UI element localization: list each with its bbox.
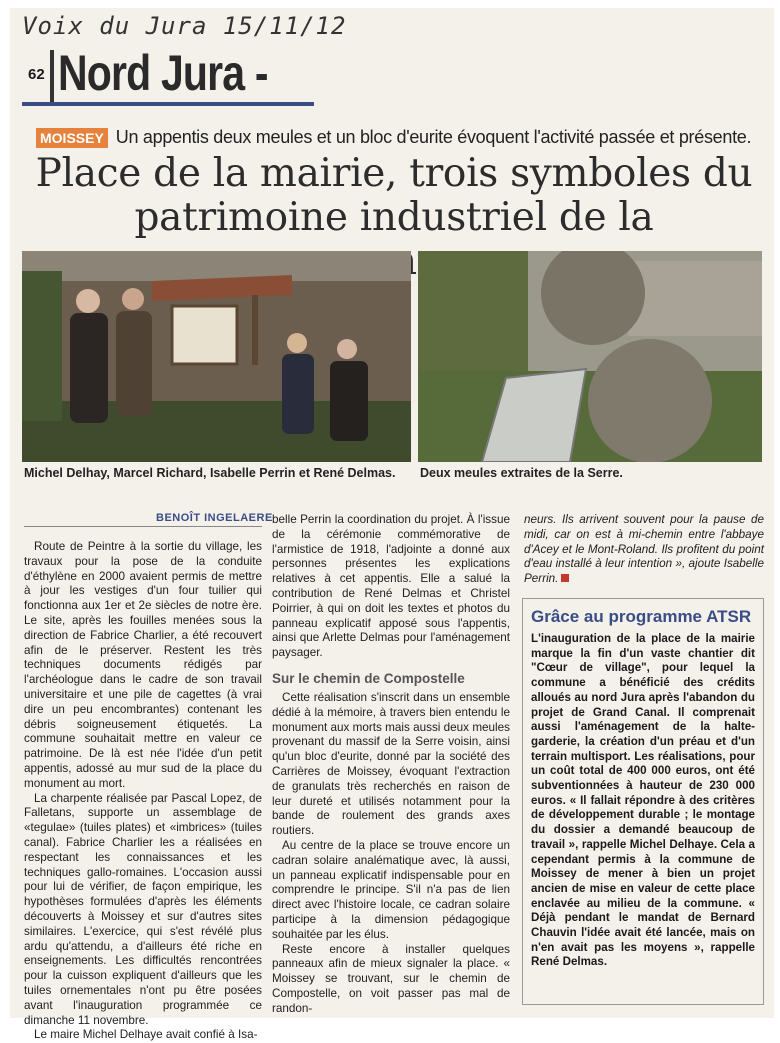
article-column-2 (272, 513, 510, 1017)
photo-caption-1: Michel Delhay, Marcel Richard, Isabelle Perrin et René Delmas. (24, 466, 396, 480)
page-number: 62 (28, 66, 45, 83)
article-column-3 (524, 513, 764, 587)
paragraph: Route de Peintre à la sortie du village, les travaux pour la pose de la conduite d'éthylène en 2000 avaient permis de mettre à jour les vestiges d'un four tuilier qui fonctionna aux 1er et 2e siècles de notre ère. Le site, après les fouilles menées sous la direction de Fabrice Charlier, a été recouvert afin de le préserver. Restent les très techniques documents rédigés par l'archéologue dans le cadre de son travail universitaire et une pile de cagettes (à vrai dire un peu encombrantes) contenant les débris soigneusement étiquetés. La commune souhaitait mettre en valeur ce patrimoine. De là est née l'idée d'un petit appentis, adossé au mur sud de la place du monument au mort. (24, 540, 262, 790)
location-kicker: MOISSEY (36, 128, 108, 148)
byline: BENOÎT INGELAERE (156, 512, 273, 524)
headline: Place de la mairie, trois symboles du patrimoine industriel de la (35, 151, 753, 240)
page-divider (50, 50, 54, 102)
intertitle: Sur le chemin de Compostelle (272, 670, 465, 686)
sidebar-text: L'inauguration de la place de la mairie marque la fin d'un vaste chantier dit "Cœur de village", pour lequel la commune a bénéficié des crédits alloués au nord Jura après l'abandon du projet de Grand Canal. Il comprenait aussi l'aménagement de la halte-garderie, la création d'un préau et d'un terrain multisport. Les réalisations, pour un coût total de 400 000 euros, ont été subventionnées à hauteur de 230 000 euros. « Il fallait répondre à des critères de développement durable ; le montage du dossier a demandé beaucoup de travail », rappelle Michel Delhaye. Cela a cependant permis à la commune de Moissey de mener à bien un projet ancien de mise en valeur de cette place enclavée au milieu de la commune. « Déjà pendant le mandat de Bernard Chauvin l'idée avait été lancée, mais on n'en avait pas les moyens », rappelle René Delmas. (531, 632, 755, 969)
paragraph: Au centre de la place se trouve encore un cadran solaire analématique avec, là aussi, un panneau explicatif indispensable pour en comprendre le principe. S'il n'a pas de lien direct avec l'histoire locale, ce cadran solaire participe à la dimension pédagogique souhaitée par les élus. (272, 838, 510, 941)
group-photo-illustration (22, 251, 411, 462)
kicker-row (36, 127, 751, 148)
article-column-1 (24, 540, 262, 1043)
sidebar-box (522, 598, 764, 1005)
photo-caption-2: Deux meules extraites de la Serre. (420, 466, 623, 480)
paragraph: Reste encore à installer quelques panneaux afin de mieux signaler la place. « Moissey se trouvant, sur le chemin de Compostelle, on voit passer pas mal de randon- (272, 942, 510, 1015)
paragraph-text: neurs. Ils arrivent souvent pour la pause de midi, car on est à mi-chemin entre l'abbaye d'Acey et le Mont-Roland. Ils profitent du point d'eau installé à leur intention », ajoute Isabelle Perrin. (524, 513, 764, 586)
paragraph: belle Perrin la coordination du projet. À l'issue de la cérémonie commémorative de l'armistice de 1918, l'adjointe a donné aux personnes présentes les explications relatives à cet appentis. Elle a salué la contribution de René Delmas et Christel Poirrier, à qui on doit les textes et photos du panneau explicatif apposé sous l'appentis, ainsi que Arlette Delmas pour l'aménagement paysager. (272, 513, 510, 660)
paragraph: La charpente réalisée par Pascal Lopez, de Falletans, supporte un assemblage de «tegulae» (tuiles plates) et «imbrices» (tuiles canal). Fabrice Charlier les a réalisées en respectant les connaissances et les techniques gallo-romaines. L'occasion aussi pour lui de vérifier, de façon empirique, les hypothèses formulées d'après les éléments découverts à Moissey et sur d'autres sites similaires. L'exercice, qui s'est révélé plus ardu qu'attendu, a d'ailleurs été riche en enseignements. Les difficultés rencontrées pour la cuisson expliquent d'ailleurs que les tuiles ornementales n'ont pu être posées avant l'inauguration programmée ce dimanche 11 novembre. (24, 791, 262, 1027)
millstones-photo-illustration (418, 251, 762, 462)
section-title: Nord Jura - (58, 45, 268, 101)
byline-rule (24, 526, 262, 527)
paragraph (524, 513, 764, 587)
section-rule (22, 102, 314, 106)
handwritten-source-note: Voix du Jura 15/11/12 (22, 12, 347, 40)
end-mark (561, 574, 569, 582)
sidebar-title: Grâce au programme ATSR (531, 607, 752, 626)
group-photo (22, 251, 411, 462)
paragraph: Le maire Michel Delhaye avait confié à Isa- (34, 1028, 258, 1042)
paragraph: Cette réalisation s'inscrit dans un ensemble dédié à la mémoire, à travers bien entendu le monument aux morts mais aussi deux meules provenant du massif de la Serre voisin, ainsi qu'un bloc d'eurite, donné par la société des Carrières de Moissey, évoquant l'extraction de granulats très recherchés en raison de leur dureté et utilisés notamment pour la bande de roulement des grands axes routiers. (272, 690, 510, 838)
millstones-photo (418, 251, 762, 462)
subheadline: Un appentis deux meules et un bloc d'eurite évoquent l'activité passée et présente. (115, 127, 752, 147)
